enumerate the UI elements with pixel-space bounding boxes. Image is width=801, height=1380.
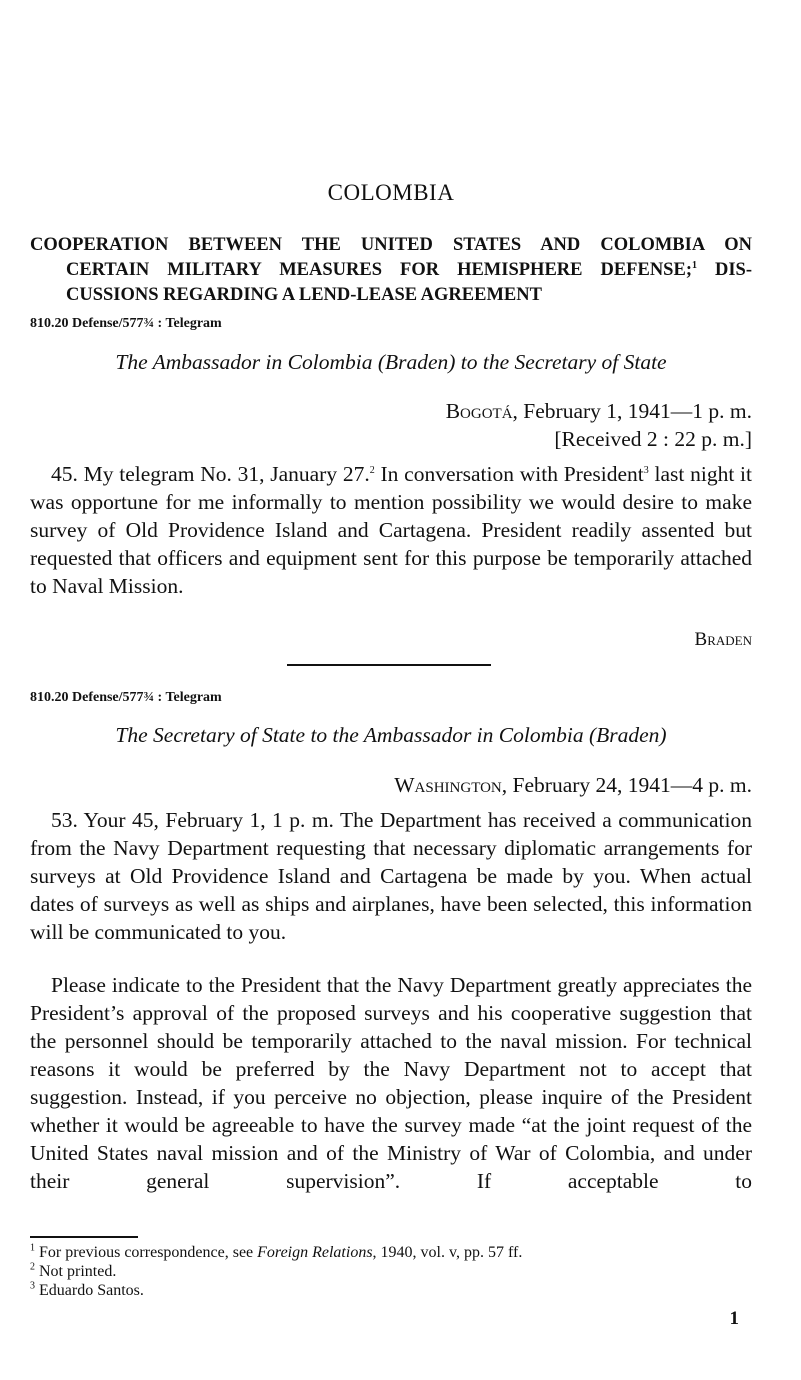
footnotes <box>30 1243 752 1300</box>
dateline-place: Bogotá <box>445 399 513 423</box>
dateline-date: , February 1, 1941—1 p. m. <box>512 399 752 423</box>
footnote-ref: 3 <box>643 464 649 476</box>
dateline-place: Washington <box>394 773 502 797</box>
section-heading-line2: CERTAIN MILITARY MEASURES FOR HEMISPHERE DEFENSE;$^1$ DIS- <box>66 259 752 280</box>
file-reference: 810.20 Defense/577¾ : Telegram <box>30 316 222 331</box>
country-title: COLOMBIA <box>327 180 455 205</box>
page-number: 1 <box>729 1308 739 1329</box>
telegram-body: Please indicate to the President that the Navy Department greatly appreciates the President’s approval of the proposed surveys and his cooperative suggestion that the personnel should be temporarily attached to the naval mission. For technical reasons it would be preferred by the Navy Department not to accept that suggestion. Instead, if you perceive no objection, please inquire of the President whether it would be agreeable to have the survey made “at the joint request of the United States naval mission and of the Ministry of War of Colombia, and under their general supervision”. If acceptable to <box>30 973 752 1193</box>
received-line: [Received 2 : 22 p. m.] <box>554 427 752 451</box>
telegram-body: 45. My telegram No. 31, January 27.$^2$ In conversation with President$^3$ last night it was opportune for me informally to mention possibility we would desire to make survey of Old Providence Island and Cartagena. President readily assented but requested that officers and equipment sent for this purpose be temporarily attached to Naval Mission. <box>30 462 753 598</box>
document-title: The Secretary of State to the Ambassador in Colombia (Braden) <box>115 723 667 747</box>
telegram-body: 53. Your 45, February 1, 1 p. m. The Department has received a communication from the Navy Department requesting that necessary diplomatic arrangements for surveys at Old Providence Island and Cartagena be made by you. When actual dates of surveys as well as ships and airplanes, have been selected, this information will be communicated to you. <box>30 808 752 944</box>
separator-rule <box>287 664 491 666</box>
dateline <box>446 399 752 424</box>
file-reference: 810.20 Defense/577¾ : Telegram <box>30 690 222 705</box>
footnote-ref: 2 <box>369 464 375 476</box>
footnote-rule <box>30 1236 138 1238</box>
signature: Braden <box>694 629 752 650</box>
footnote: $^3$ Eduardo Santos. <box>30 1280 144 1299</box>
footnote-ref: 1 <box>691 259 697 271</box>
document-title: The Ambassador in Colombia (Braden) to the Secretary of State <box>115 350 667 374</box>
footnote: $^2$ Not printed. <box>30 1261 117 1280</box>
section-heading-line3: CUSSIONS REGARDING A LEND-LEASE AGREEMENT <box>66 285 542 305</box>
dateline-date: , February 24, 1941—4 p. m. <box>501 773 752 797</box>
section-heading-line1: COOPERATION BETWEEN THE UNITED STATES AND COLOMBIA ON <box>30 235 752 255</box>
dateline <box>394 773 752 798</box>
section-heading <box>30 233 752 308</box>
footnote: $^1$ For previous correspondence, see Foreign Relations, 1940, vol. v, pp. 57 ff. <box>30 1242 523 1261</box>
